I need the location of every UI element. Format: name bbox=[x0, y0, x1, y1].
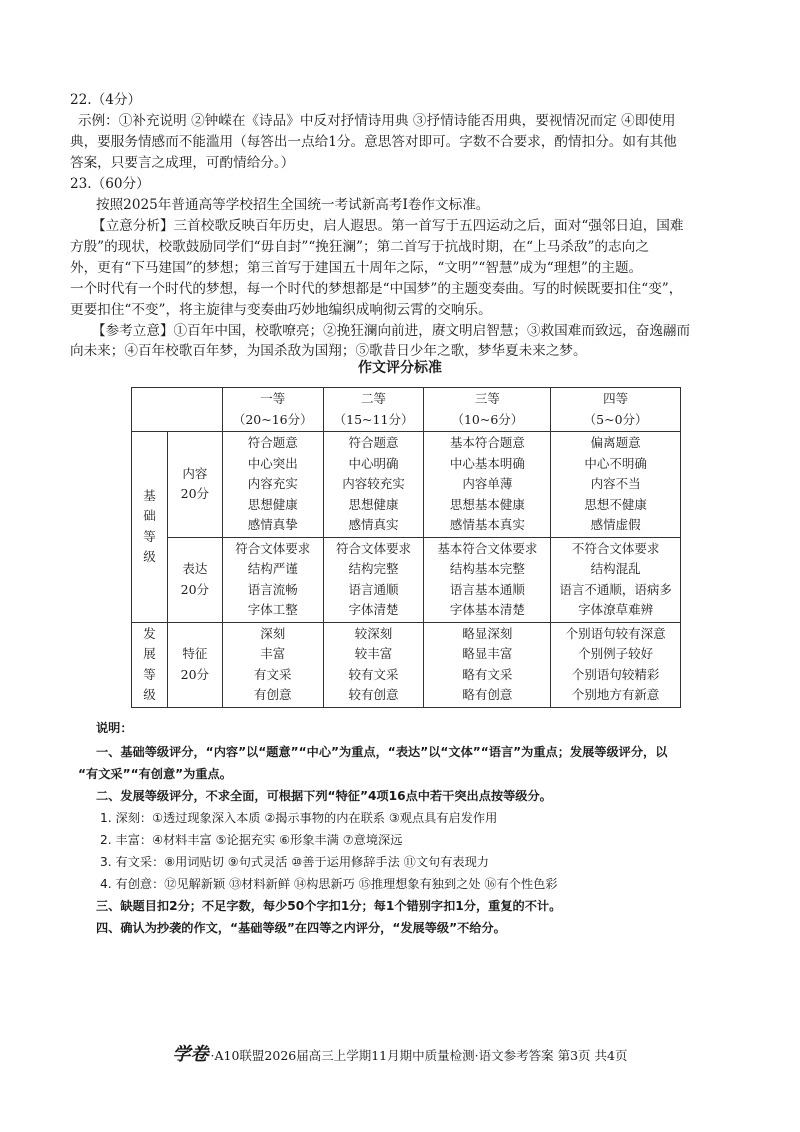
q23-line: 更要扣住“不变”，将主旋律与变奏曲巧妙地编织成响彻云霄的交响乐。 bbox=[70, 302, 492, 318]
notes-heading: 说明： bbox=[96, 721, 133, 735]
rubric-table bbox=[131, 387, 681, 708]
q23-line: 方殷”的现状，校歌鼓励同学们“毋自封”“挽狂澜”；第二首写于抗战时期，在“上马杀敌”的志向之 bbox=[70, 239, 649, 255]
feature-cell: 较深刻 较丰富 较有文采 较有创意 bbox=[323, 622, 424, 707]
expression-row bbox=[132, 537, 681, 622]
content-cell: 符合题意 中心明确 内容较充实 思想健康 感情真实 bbox=[323, 432, 424, 538]
q23-line: 一个时代有一个时代的梦想，每一个时代的梦想都是“中国梦”的主题变奏曲。写的时候既要扣住“变”， bbox=[70, 281, 683, 297]
basic-level-label: 基 础 等 级 bbox=[132, 432, 168, 623]
rubric-corner-cell bbox=[132, 388, 223, 432]
feature-label: 特征 20分 bbox=[167, 622, 222, 707]
q22-heading: 22.（4分） bbox=[70, 92, 142, 108]
page-footer bbox=[0, 1040, 800, 1066]
feature-cell: 略显深刻 略显丰富 略有文采 略有创意 bbox=[424, 622, 551, 707]
note-line: 三、缺题目扣2分；不足字数，每少50个字扣1分；每1个错别字扣1分，重复的不计。 bbox=[96, 899, 562, 913]
feature-cell: 个别语句较有深意 个别例子较好 个别语句较精彩 个别地方有新意 bbox=[551, 622, 681, 707]
note-line: 二、发展等级评分，不求全面，可根据下列“特征”4项16点中若干突出点按等级分。 bbox=[96, 789, 552, 803]
q22-line: 答案，只要言之成理，可酌情给分。） bbox=[70, 155, 295, 171]
expression-label: 表达 20分 bbox=[167, 537, 222, 622]
expression-cell: 符合文体要求 结构严谨 语言流畅 字体工整 bbox=[222, 537, 323, 622]
footer-text: ·A10联盟2026届高三上学期11月期中质量检测·语文参考答案 第3页 共4页 bbox=[210, 1048, 628, 1063]
note-line: 3. 有文采：⑧用词贴切 ⑨句式灵活 ⑩善于运用修辞手法 ⑪文句有表现力 bbox=[100, 855, 489, 869]
q23-line: 【参考立意】①百年中国，校歌嘹亮；②挽狂澜向前进，赓文明启智慧；③救国难而致远，奋逸翮而 bbox=[92, 323, 691, 339]
content-cell: 基本符合题意 中心基本明确 内容单薄 思想基本健康 感情基本真实 bbox=[424, 432, 551, 538]
content-cell: 偏离题意 中心不明确 内容不当 思想不健康 感情虚假 bbox=[551, 432, 681, 538]
grade-header: 一等 （20~16分） bbox=[222, 388, 323, 432]
expression-cell: 符合文体要求 结构完整 语言通顺 字体清楚 bbox=[323, 537, 424, 622]
rubric-header-row bbox=[132, 388, 681, 432]
content-cell: 符合题意 中心突出 内容充实 思想健康 感情真挚 bbox=[222, 432, 323, 538]
feature-cell: 深刻 丰富 有文采 有创意 bbox=[222, 622, 323, 707]
q23-heading: 23.（60分） bbox=[70, 176, 150, 192]
note-line: “有文采”“有创意”为重点。 bbox=[78, 767, 232, 781]
grade-header: 二等 （15~11分） bbox=[323, 388, 424, 432]
expression-cell: 不符合文体要求 结构混乱 语言不通顺，语病多 字体潦草难辨 bbox=[551, 537, 681, 622]
content-row bbox=[132, 432, 681, 538]
development-level-label: 发 展 等 级 bbox=[132, 622, 168, 707]
note-line: 一、基础等级评分，“内容”以“题意”“中心”为重点，“表达”以“文体”“语言”为重点；发展等级评分，以 bbox=[96, 745, 668, 759]
q23-line: 按照2025年普通高等学校招生全国统一考试新高考Ⅰ卷作文标准。 bbox=[96, 197, 490, 213]
q23-line: 向未来；④百年校歌百年梦，为国杀敌为国翔；⑤歌昔日少年之歌，梦华夏未来之梦。 bbox=[70, 343, 587, 359]
publisher-logo: 学卷 bbox=[172, 1044, 209, 1065]
grade-header: 四等 （5~0分） bbox=[551, 388, 681, 432]
q22-line: 典，要服务情感而不能滥用（每答出一点给1分。意思答对即可。字数不合要求，酌情扣分。如有其他 bbox=[70, 134, 677, 150]
note-line: 四、确认为抄袭的作文，“基础等级”在四等之内评分，“发展等级”不给分。 bbox=[96, 921, 506, 935]
note-line: 2. 丰富：④材料丰富 ⑤论据充实 ⑥形象丰满 ⑦意境深远 bbox=[100, 833, 403, 847]
q23-line: 外，更有“下马建国”的梦想；第三首写于建国五十周年之际，“文明”“智慧”成为“理想”的主题。 bbox=[70, 260, 643, 276]
feature-row bbox=[132, 622, 681, 707]
note-line: 4. 有创意：⑫见解新颖 ⑬材料新鲜 ⑭构思新巧 ⑮推理想象有独到之处 ⑯有个性色彩 bbox=[100, 877, 558, 891]
q23-line: 【立意分析】三首校歌反映百年历史，启人遐思。第一首写于五四运动之后，面对“强邻日迫，国难 bbox=[92, 218, 684, 234]
q22-line: 示例：①补充说明 ②钟嵘在《诗品》中反对抒情诗用典 ③抒情诗能否用典，要视情况而定 ④即使用 bbox=[78, 113, 676, 129]
expression-cell: 基本符合文体要求 结构基本完整 语言基本通顺 字体基本清楚 bbox=[424, 537, 551, 622]
rubric-title: 作文评分标准 bbox=[358, 360, 442, 376]
note-line: 1. 深刻：①透过现象深入本质 ②揭示事物的内在联系 ③观点具有启发作用 bbox=[100, 811, 498, 825]
grade-header: 三等 （10~6分） bbox=[424, 388, 551, 432]
content-label: 内容 20分 bbox=[167, 432, 222, 538]
